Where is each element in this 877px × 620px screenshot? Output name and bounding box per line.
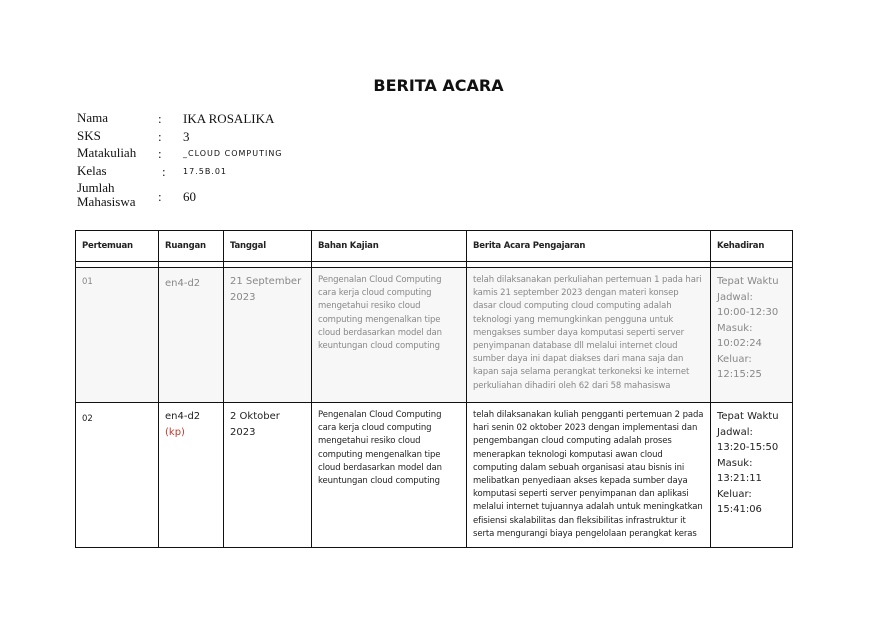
kehadiran-status: Tepat Waktu: [717, 276, 779, 287]
table-row: [76, 403, 793, 548]
cell-ruangan: [159, 403, 224, 548]
kehadiran-status: Tepat Waktu: [717, 411, 779, 422]
jadwal-label: Jadwal:: [717, 426, 753, 438]
cell-kehadiran: [711, 268, 793, 403]
ruangan-text: en4-d2: [165, 411, 201, 422]
masuk-value: 10:02:24: [717, 338, 762, 349]
cell-ruangan: [159, 268, 224, 403]
keluar-value: 12:15:25: [717, 369, 762, 380]
kelas-value: 17.5B.01: [183, 166, 228, 176]
kelas-label: Kelas: [77, 162, 107, 178]
cell-kehadiran: [711, 403, 793, 548]
jumlah-value: 60: [183, 189, 196, 204]
keluar-label: Keluar:: [717, 353, 752, 365]
header-kehadiran: Kehadiran: [711, 231, 793, 262]
document-title: BERITA ACARA: [373, 76, 504, 95]
jadwal-value: 10:00-12:30: [717, 307, 779, 318]
sks-label: SKS: [77, 127, 101, 143]
masuk-label: Masuk:: [717, 322, 753, 334]
jumlah-label: Jumlah Mahasiswa: [77, 180, 136, 209]
cell-berita-acara: telah dilaksanakan perkuliahan pertemuan 1 pada hari kamis 21 september 2023 dengan materi konsep dasar cloud computing cloud computing adalah teknologi yang memungkinkan pengguna untuk mengakses sumber daya komputasi seperti server penyimpanan database dll melalui internet cloud sumber daya ini dapat diakses dari mana saja dan kapan saja selama perangkat terkoneksi ke internet perkuliahan dihadiri oleh 62 dari 58 mahasiswa: [467, 268, 711, 403]
colon: :: [158, 146, 162, 161]
nama-label: Nama: [77, 110, 109, 125]
header-berita-acara: Berita Acara Pengajaran: [467, 231, 711, 262]
cell-bahan-kajian: Pengenalan Cloud Computing cara kerja cloud computing mengetahui resiko cloud computing mengenalkan tipe cloud berdasarkan model dan keuntungan cloud computing: [312, 268, 467, 403]
cell-berita-acara: telah dilaksanakan kuliah pengganti pertemuan 2 pada hari senin 02 oktober 2023 dengan implementasi dan pengembangan cloud computing adalah proses menerapkan teknologi komputasi awan cloud computing dalam sebuah organisasi atau bisnis ini melibatkan penyediaan akses kepada sumber daya komputasi seperti server penyimpanan dan aplikasi melalui internet tujuannya adalah untuk meningkatkan efisiensi skalabilitas dan fleksibilitas infrastruktur it serta mengurangi biaya pengelolaan perangkat keras: [467, 403, 711, 548]
cell-pertemuan: 02: [76, 403, 159, 548]
colon: :: [158, 189, 162, 204]
matakuliah-value: _CLOUD COMPUTING: [183, 149, 283, 158]
table-header-row: [76, 231, 793, 262]
colon: :: [158, 128, 162, 144]
cell-tanggal: 21 September 2023: [224, 268, 312, 403]
jadwal-label: Jadwal:: [717, 291, 753, 303]
header-tanggal: Tanggal: [224, 231, 312, 262]
colon: :: [162, 163, 166, 179]
matakuliah-label: Matakuliah: [77, 145, 137, 160]
ruangan-text: en4-d2: [165, 278, 201, 289]
nama-value: IKA ROSALIKA: [183, 111, 275, 126]
masuk-label: Masuk:: [717, 457, 753, 469]
cell-tanggal: 2 Oktober 2023: [224, 403, 312, 548]
sks-value: 3: [183, 128, 190, 144]
jadwal-value: 13:20-15:50: [717, 442, 779, 453]
attendance-table: [75, 230, 793, 548]
keluar-value: 15:41:06: [717, 504, 762, 515]
masuk-value: 13:21:11: [717, 473, 762, 484]
cell-bahan-kajian: Pengenalan Cloud Computing cara kerja cloud computing mengetahui resiko cloud computing mengenalkan tipe cloud berdasarkan model dan keuntungan cloud computing: [312, 403, 467, 548]
header-ruangan: Ruangan: [159, 231, 224, 262]
header-bahan-kajian: Bahan Kajian: [312, 231, 467, 262]
cell-pertemuan: 01: [76, 268, 159, 403]
ruangan-note: (kp): [165, 426, 185, 438]
keluar-label: Keluar:: [717, 488, 752, 500]
table-row: [76, 268, 793, 403]
colon: :: [158, 111, 162, 126]
header-pertemuan: Pertemuan: [76, 231, 159, 262]
